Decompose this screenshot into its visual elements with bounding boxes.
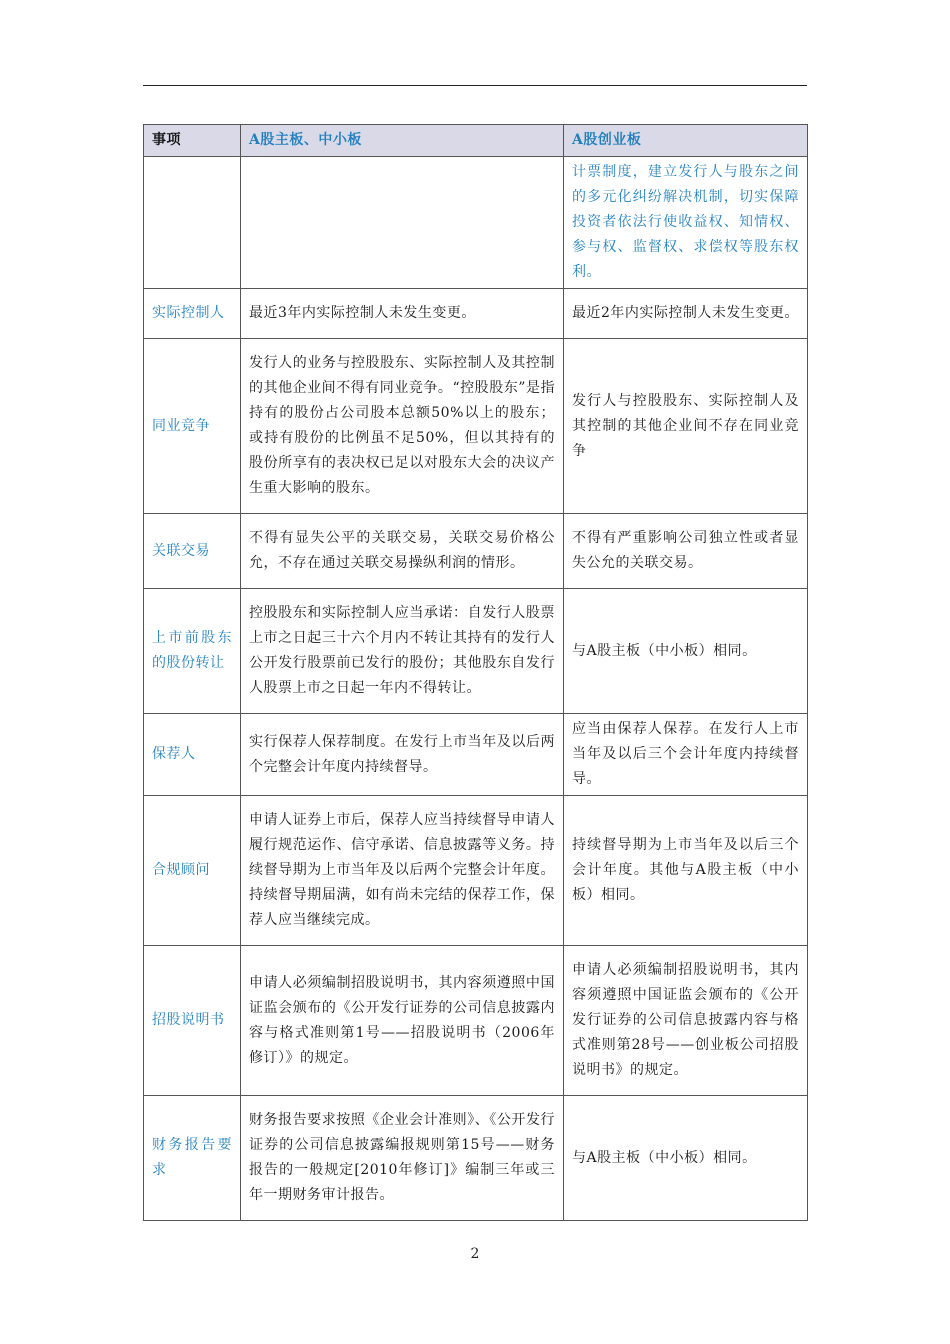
page-number: 2 (470, 1246, 480, 1262)
row-gem-board: 不得有严重影响公司独立性或者显失公允的关联交易。 (564, 514, 808, 589)
row-main-board: 最近3年内实际控制人未发生变更。 (241, 289, 564, 339)
row-main-board: 不得有显失公平的关联交易，关联交易价格公允，不存在通过关联交易操纵利润的情形。 (241, 514, 564, 589)
row-gem-board: 持续督导期为上市当年及以后三个会计年度。其他与A股主板（中小板）相同。 (564, 796, 808, 946)
table-row (144, 796, 808, 946)
table-row (144, 589, 808, 714)
row-main-board: 申请人证券上市后，保荐人应当持续督导申请人履行规范运作、信守承诺、信息披露等义务。持续督导期为上市当年及以后两个完整会计年度。持续督导期届满，如有尚未完结的保荐工作，保荐人应当继续完成。 (241, 796, 564, 946)
row-gem-board: 与A股主板（中小板）相同。 (564, 1096, 808, 1221)
row-label: 上市前股东的股份转让 (144, 589, 241, 714)
row-gem-board: 应当由保荐人保荐。在发行人上市当年及以后三个会计年度内持续督导。 (564, 714, 808, 796)
row-gem-board: 申请人必须编制招股说明书，其内容须遵照中国证监会颁布的《公开发行证券的公司信息披露内容与格式准则第28号——创业板公司招股说明书》的规定。 (564, 946, 808, 1096)
comparison-table (143, 124, 808, 1221)
table-row (144, 157, 808, 289)
row-main-board: 财务报告要求按照《企业会计准则》、《公开发行证券的公司信息披露编报规则第15号——财务报告的一般规定[2010年修订]》编制三年或三年一期财务审计报告。 (241, 1096, 564, 1221)
row-label: 实际控制人 (144, 289, 241, 339)
row-main-board (241, 157, 564, 289)
row-gem-board: 与A股主板（中小板）相同。 (564, 589, 808, 714)
row-main-board: 申请人必须编制招股说明书，其内容须遵照中国证监会颁布的《公开发行证券的公司信息披露内容与格式准则第1号——招股说明书（2006年修订）》的规定。 (241, 946, 564, 1096)
table-row (144, 1096, 808, 1221)
row-main-board: 实行保荐人保荐制度。在发行上市当年及以后两个完整会计年度内持续督导。 (241, 714, 564, 796)
row-main-board: 控股股东和实际控制人应当承诺：自发行人股票上市之日起三十六个月内不转让其持有的发行人公开发行股票前已发行的股份；其他股东自发行人股票上市之日起一年内不得转让。 (241, 589, 564, 714)
table-row (144, 946, 808, 1096)
table-row (144, 514, 808, 589)
row-label: 保荐人 (144, 714, 241, 796)
row-gem-board: 计票制度，建立发行人与股东之间的多元化纠纷解决机制，切实保障投资者依法行使收益权、知情权、参与权、监督权、求偿权等股东权利。 (564, 157, 808, 289)
row-label: 合规顾问 (144, 796, 241, 946)
table-row (144, 289, 808, 339)
table-row (144, 339, 808, 514)
header-item: 事项 (144, 125, 241, 157)
row-label: 同业竞争 (144, 339, 241, 514)
row-label: 财务报告要求 (144, 1096, 241, 1221)
row-gem-board: 发行人与控股股东、实际控制人及其控制的其他企业间不存在同业竞争 (564, 339, 808, 514)
header-main-board: A股主板、中小板 (241, 125, 564, 157)
row-main-board: 发行人的业务与控股股东、实际控制人及其控制的其他企业间不得有同业竞争。“控股股东”是指持有的股份占公司股本总额50%以上的股东；或持有股份的比例虽不足50%，但以其持有的股份所享有的表决权已足以对股东大会的决议产生重大影响的股东。 (241, 339, 564, 514)
row-gem-board: 最近2年内实际控制人未发生变更。 (564, 289, 808, 339)
row-label (144, 157, 241, 289)
table-header-row (144, 125, 808, 157)
row-label: 招股说明书 (144, 946, 241, 1096)
table-row (144, 714, 808, 796)
row-label: 关联交易 (144, 514, 241, 589)
header-gem-board: A股创业板 (564, 125, 808, 157)
header-rule (143, 85, 807, 86)
